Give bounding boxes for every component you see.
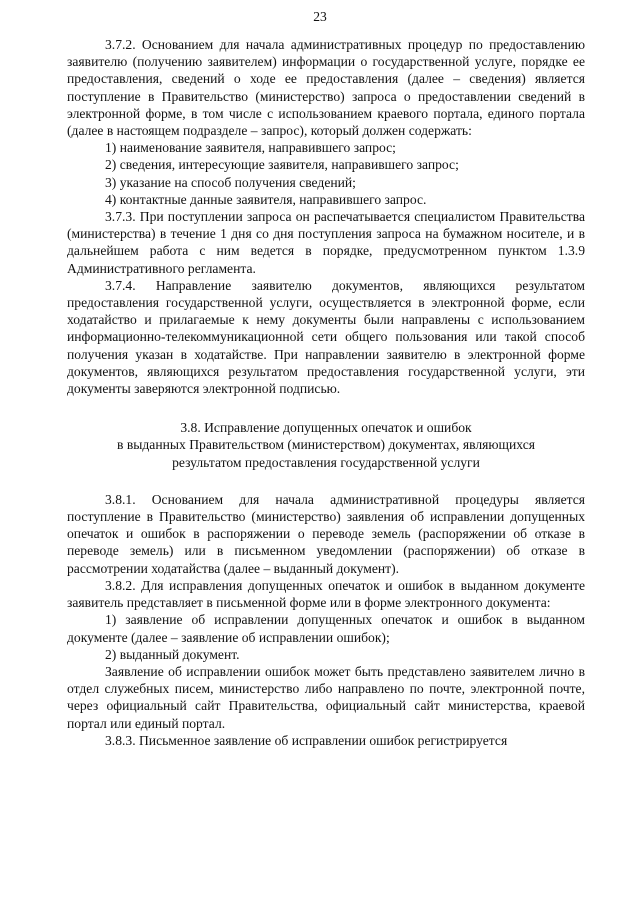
list-item: 3) указание на способ получения сведений; bbox=[105, 174, 356, 190]
heading-line: в выданных Правительством (министерством) документах, являющихся bbox=[117, 437, 535, 453]
paragraph-3-7-2: 3.7.2. Основанием для начала административных процедур по предоставлению заявителю (получению заявителем) информации о государственной услуге, порядке ее предоставления, сведений о ходе ее предоставления (далее – сведения) является поступление в Правительство (министерство) запроса о предоставлении сведений в электронной форме, в том числе с использованием краевого портала, единого портала (далее в настоящем подразделе – запрос), который должен содержать: bbox=[67, 37, 585, 139]
paragraph-3-7-3: 3.7.3. При поступлении запроса он распечатывается специалистом Правительства (министерства) в течение 1 дня со дня поступления запроса на бумажном носителе, и в дальнейшем работа с ним ведется в порядке, предусмотренном пунктом 1.3.9 Административного регламента. bbox=[67, 209, 585, 276]
list-item: 4) контактные данные заявителя, направившего запрос. bbox=[105, 191, 427, 207]
paragraph-3-8-2-note: Заявление об исправлении ошибок может быть представлено заявителем лично в отдел служебных писем, министерство либо направлено по почте, электронной почте, через официальный сайт Правительства, официальный сайт министерства, краевой портал или единый портал. bbox=[67, 663, 585, 731]
heading-line: 3.8. Исправление допущенных опечаток и ошибок bbox=[180, 420, 472, 436]
paragraph-3-7-4: 3.7.4. Направление заявителю документов, являющихся результатом предоставления государственной услуги, осуществляется в электронной форме, если ходатайство и прилагаемые к нему документы были направлены с использованием информационно-телекоммуникационной сети общего пользования или такой способ получения указан в ходатайстве. При направлении заявителю в электронной форме документов, являющихся результатом предоставления государственной услуги, эти документы заверяются электронной подписью. bbox=[67, 277, 585, 397]
paragraph-3-8-3: 3.8.3. Письменное заявление об исправлении ошибок регистрируется bbox=[105, 732, 508, 748]
section-heading-3-8 bbox=[67, 419, 585, 471]
heading-line: результатом предоставления государственной услуги bbox=[172, 454, 480, 470]
paragraph-3-8-2: 3.8.2. Для исправления допущенных опечаток и ошибок в выданном документе заявитель представляет в письменной форме или в форме электронного документа: bbox=[67, 577, 585, 611]
list-item: 1) наименование заявителя, направившего запрос; bbox=[105, 140, 396, 156]
page-number: 23 bbox=[313, 9, 327, 24]
list-item: 2) выданный документ. bbox=[105, 646, 240, 662]
document-body bbox=[67, 36, 585, 749]
paragraph-3-8-1: 3.8.1. Основанием для начала административной процедуры является поступление в Правительство (министерство) заявления об исправлении допущенных опечаток и ошибок в распоряжении о переводе земель (распоряжении об отказе в переводе земель) или в письменном уведомлении (распоряжении) об отказе в рассмотрении ходатайства (далее – выданный документ). bbox=[67, 491, 585, 576]
list-item: 2) сведения, интересующие заявителя, направившего запрос; bbox=[105, 157, 459, 173]
list-item: 1) заявление об исправлении допущенных опечаток и ошибок в выданном документе (далее – заявление об исправлении ошибок); bbox=[67, 612, 585, 645]
